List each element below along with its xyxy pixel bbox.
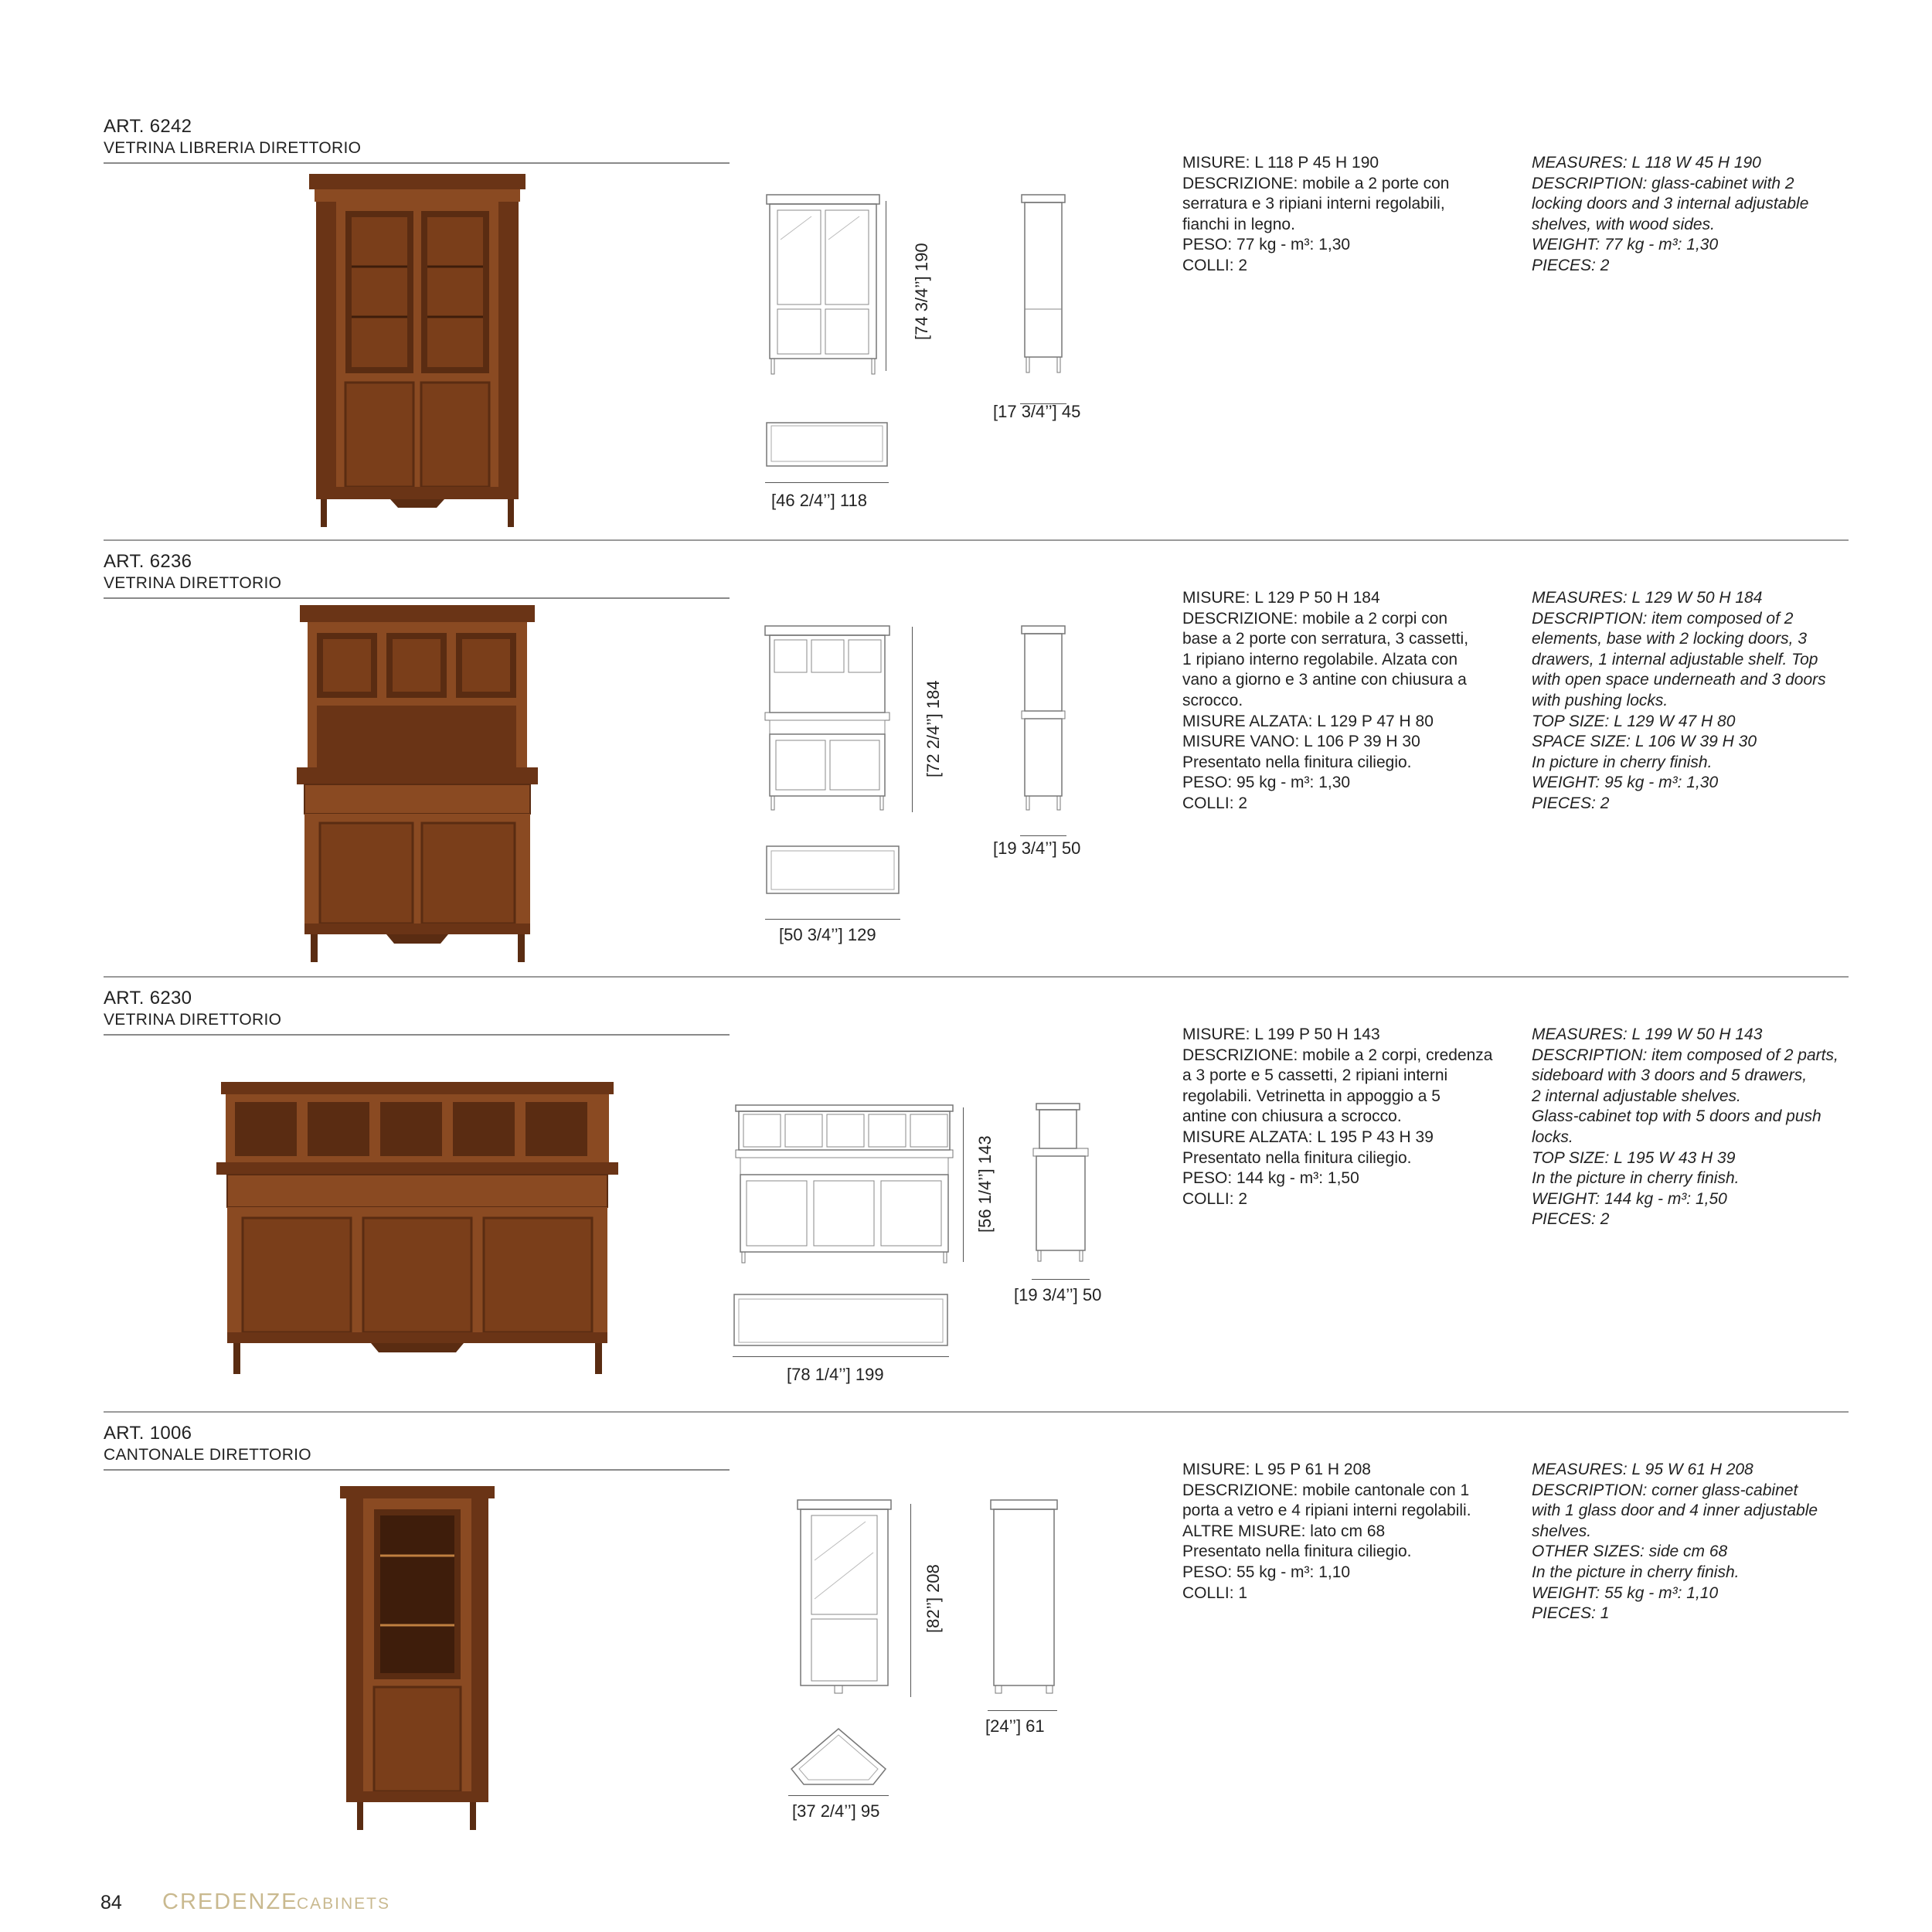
title-underline xyxy=(104,597,730,599)
depth-dimension-line xyxy=(988,1710,1057,1711)
width-dimension: [50 3/4’’] 129 xyxy=(779,925,876,944)
article-number: ART. 6236 xyxy=(104,551,192,572)
english-specs: MEASURES: L 199 W 50 H 143 DESCRIPTION: item composed of 2 parts, sideboard with 3 doors and 5 drawers, 2 internal adjustable shelves. Glass-cabinet top with 5 doors and push locks. TOP SIZE: L 195 W 43 H 39 In the picture in cherry finish. WEIGHT: 144 kg - m³: 1,50 PIECES: 2 xyxy=(1532,1026,1838,1229)
title-underline xyxy=(104,1034,730,1036)
title-underline xyxy=(104,162,730,164)
height-dimension: [82’’] 208 xyxy=(923,1564,943,1633)
height-dimension-line xyxy=(910,1504,911,1697)
english-specs: MEASURES: L 118 W 45 H 190 DESCRIPTION: glass-cabinet with 2 locking doors and 3 internal adjustable shelves, with wood sides. WEIGHT: 77 kg - m³: 1,30 PIECES: 2 xyxy=(1532,154,1809,274)
title-underline xyxy=(104,1469,730,1471)
product-photo-cabinet xyxy=(294,605,541,964)
depth-dimension: [24’’] 61 xyxy=(985,1716,1045,1736)
product-photo-sideboard xyxy=(216,1082,618,1383)
english-specs: MEASURES: L 129 W 50 H 184 DESCRIPTION: item composed of 2 elements, base with 2 locking doors, 3 drawers, 1 internal adjustable shelf. Top with open space underneath and 3 doors with pushing locks. TOP SIZE: L 129 W 47 H 80 SPACE SIZE: L 106 W 39 H 30 In picture in cherry finish. WEIGHT: 95 kg - m³: 1,30 PIECES: 2 xyxy=(1532,589,1826,812)
english-specs: MEASURES: L 95 W 61 H 208 DESCRIPTION: corner glass-cabinet with 1 glass door and 4 inner adjustable shelves. OTHER SIZES: side cm 68 In the picture in cherry finish. WEIGHT: 55 kg - m³: 1,10 PIECES: 1 xyxy=(1532,1461,1818,1623)
top-view-drawing xyxy=(733,1293,949,1347)
page-number: 84 xyxy=(100,1892,122,1913)
width-dimension-line xyxy=(733,1356,949,1357)
section-divider xyxy=(104,976,1849,978)
depth-dimension: [19 3/4’’] 50 xyxy=(1014,1285,1102,1304)
product-section-6230 xyxy=(0,980,1932,1417)
italian-specs: MISURE: L 199 P 50 H 143 DESCRIZIONE: mobile a 2 corpi, credenza a 3 porte e 5 cassetti, 2 ripiani interni regolabili. Vetrinetta in appoggio a 5 antine con chiusura a scrocco. MISURE ALZATA: L 195 P 43 H 39 Presentato nella finitura ciliegio. PESO: 144 kg - m³: 1,50 COLLI: 2 xyxy=(1182,1026,1493,1208)
product-section-6242 xyxy=(0,108,1932,545)
height-dimension: [56 1/4’’] 143 xyxy=(975,1135,995,1233)
height-dimension: [72 2/4’’] 184 xyxy=(923,680,943,777)
front-view-drawing xyxy=(796,1498,893,1696)
product-name: VETRINA DIRETTORIO xyxy=(104,1011,282,1029)
section-divider xyxy=(104,539,1849,541)
front-view-drawing xyxy=(734,1104,954,1266)
italian-specs: MISURE: L 95 P 61 H 208 DESCRIZIONE: mobile cantonale con 1 porta a vetro e 4 ripiani interni regolabili. ALTRE MISURE: lato cm 68 Presentato nella finitura ciliegio. PESO: 55 kg - m³: 1,10 COLLI: 1 xyxy=(1182,1461,1471,1602)
product-section-1006 xyxy=(0,1415,1932,1852)
section-divider xyxy=(104,1411,1849,1413)
italian-specs: MISURE: L 129 P 50 H 184 DESCRIZIONE: mobile a 2 corpi con base a 2 porte con serratura, 3 cassetti, 1 ripiano interno regolabile. Alzata con vano a giorno e 3 antine con chiusura a scrocco. MISURE ALZATA: L 129 P 47 H 80 MISURE VANO: L 106 P 39 H 30 Presentato nella finitura ciliegio. PESO: 95 kg - m³: 1,30 COLLI: 2 xyxy=(1182,589,1469,812)
article-number: ART. 6230 xyxy=(104,988,192,1009)
product-name: CANTONALE DIRETTORIO xyxy=(104,1446,311,1464)
width-dimension-line xyxy=(765,919,900,920)
depth-dimension: [17 3/4’’] 45 xyxy=(993,402,1081,421)
width-dimension-line xyxy=(788,1795,889,1796)
height-dimension: [74 3/4’’] 190 xyxy=(912,243,931,340)
top-view-drawing xyxy=(765,845,900,895)
category-subtitle: CABINETS xyxy=(297,1895,391,1913)
front-view-drawing xyxy=(764,624,891,814)
top-view-drawing xyxy=(788,1726,889,1787)
height-dimension-line xyxy=(912,627,913,812)
height-dimension-line xyxy=(963,1107,964,1262)
width-dimension: [46 2/4’’] 118 xyxy=(771,491,867,510)
product-section-6236 xyxy=(0,543,1932,980)
product-photo-cabinet xyxy=(305,174,529,529)
article-number: ART. 1006 xyxy=(104,1423,192,1444)
italian-specs: MISURE: L 118 P 45 H 190 DESCRIZIONE: mobile a 2 porte con serratura e 3 ripiani interni regolabili, fianchi in legno. PESO: 77 kg - m³: 1,30 COLLI: 2 xyxy=(1182,154,1450,274)
side-view-drawing xyxy=(1020,193,1066,379)
top-view-drawing xyxy=(765,421,889,468)
side-view-drawing xyxy=(989,1498,1059,1696)
depth-dimension-line xyxy=(1020,835,1066,836)
article-number: ART. 6242 xyxy=(104,116,192,137)
product-photo-corner-cabinet xyxy=(340,1486,495,1832)
front-view-drawing xyxy=(765,193,881,379)
depth-dimension: [19 3/4’’] 50 xyxy=(993,838,1081,858)
width-dimension-line xyxy=(765,482,889,483)
product-name: VETRINA LIBRERIA DIRETTORIO xyxy=(104,139,362,157)
width-dimension: [78 1/4’’] 199 xyxy=(787,1365,884,1384)
side-view-drawing xyxy=(1020,624,1066,814)
product-name: VETRINA DIRETTORIO xyxy=(104,574,282,592)
side-view-drawing xyxy=(1032,1102,1090,1264)
depth-dimension-line xyxy=(1032,1279,1090,1280)
category-title: CREDENZE xyxy=(162,1889,298,1914)
width-dimension: [37 2/4’’] 95 xyxy=(792,1801,880,1821)
